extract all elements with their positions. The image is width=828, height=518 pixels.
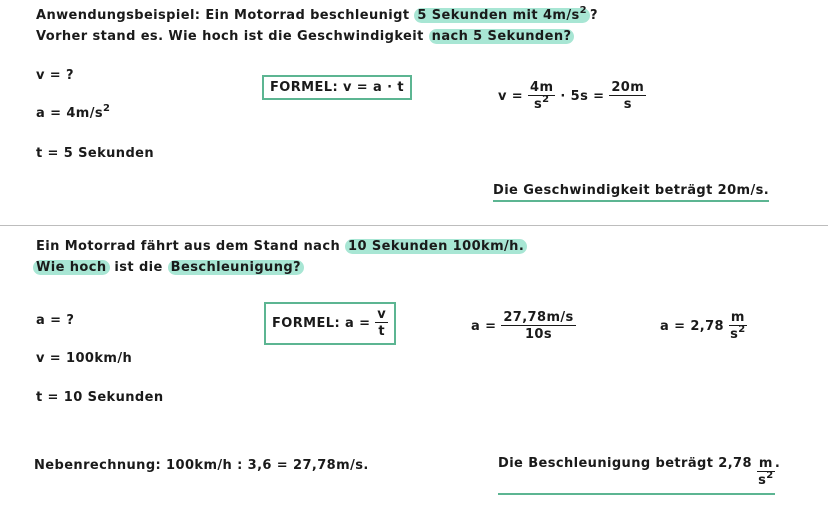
fraction-numerator: m (758, 456, 773, 471)
calc-middle: · 5s = (555, 89, 610, 104)
problem-2-highlight-wie-hoch: Wie hoch (33, 260, 110, 275)
problem-2-highlight-beschleunigung: Beschleunigung? (168, 260, 304, 275)
calc-prefix: a = (471, 319, 502, 334)
problem-1-highlight-text: 5 Sekunden mit 4m/s (417, 8, 580, 23)
given-v-2: v = 100km/h (36, 351, 133, 366)
problem-1-intro (36, 5, 598, 23)
fraction-denominator: $s^2$ (533, 94, 550, 112)
superscript: 2 (103, 103, 111, 114)
given-a-2: a = ? (36, 313, 75, 328)
given-t-2: t = 10 Sekunden (36, 390, 164, 405)
problem-1-line2 (36, 29, 574, 44)
fraction-numerator: 4m (530, 80, 554, 95)
problem-2-line2-text: ist die (109, 260, 168, 275)
fraction-numerator: 27,78m/s (503, 310, 574, 325)
fraction-numerator: 20m (611, 80, 645, 95)
answer-2-end: . (774, 456, 781, 471)
fraction-denominator: 10s (524, 327, 553, 342)
formula-box-1: FORMEL: v = a · t (262, 75, 412, 100)
calculation-1 (498, 80, 646, 113)
answer-2 (498, 456, 780, 495)
problem-1-intro-end: ? (590, 8, 598, 23)
given-t: t = 5 Sekunden (36, 146, 155, 161)
problem-2-highlight: 10 Sekunden 100km/h. (345, 239, 527, 254)
given-a (36, 103, 111, 121)
fraction-numerator: m (730, 310, 745, 325)
problem-1-line2-highlight: nach 5 Sekunden? (429, 29, 575, 44)
problem-2-line2 (33, 260, 304, 275)
problem-2-intro (36, 239, 527, 254)
superscript: 2 (579, 5, 587, 16)
fraction-denominator: s (623, 97, 632, 112)
given-v: v = ? (36, 68, 74, 83)
problem-1-intro-text: Anwendungsbeispiel: Ein Motorrad beschleunigt (36, 8, 415, 23)
calculation-2 (471, 310, 576, 343)
fraction-denominator: $s^2$ (758, 470, 774, 488)
fraction-denominator: $s^2$ (730, 324, 746, 342)
fraction-denominator: t (378, 324, 386, 339)
problem-1-line2-text: Vorher stand es. Wie hoch ist die Geschwindigkeit (36, 29, 429, 44)
result-prefix: a = 2,78 (660, 319, 729, 334)
result-2 (660, 310, 747, 343)
problem-2-intro-text: Ein Motorrad fährt aus dem Stand nach (36, 239, 346, 254)
fraction-numerator: v (377, 307, 387, 322)
fraction (528, 80, 555, 113)
formula-box-2 (264, 302, 396, 345)
answer-fraction (757, 456, 775, 489)
formula-2-text: FORMEL: a = (272, 316, 376, 331)
result-fraction (729, 310, 747, 343)
side-calculation: Nebenrechnung: 100km/h : 3,6 = 27,78m/s. (34, 458, 369, 473)
result-fraction (609, 80, 646, 113)
given-a-text: a = 4m/s (36, 106, 103, 121)
section-divider (0, 225, 828, 226)
problem-1-highlight (414, 5, 590, 23)
answer-1: Die Geschwindigkeit beträgt 20m/s. (493, 183, 769, 202)
answer-2-text: Die Beschleunigung beträgt 2,78 $\frac{m}{s^2}$ (498, 456, 775, 495)
fraction (501, 310, 575, 343)
calc-prefix: v = (498, 89, 529, 104)
formula-fraction (375, 307, 388, 340)
